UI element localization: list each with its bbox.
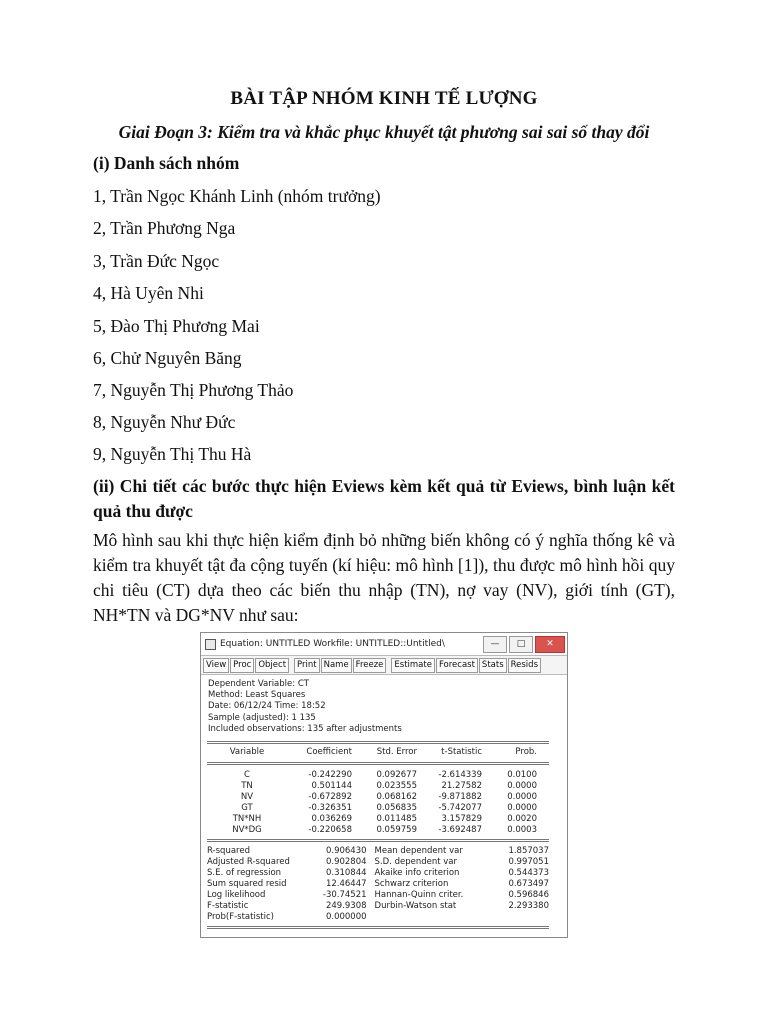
- divider: [207, 741, 549, 744]
- member-item: 3, Trần Đức Ngọc: [93, 251, 220, 271]
- cell: 0.0003: [507, 825, 537, 835]
- stat-label: Log likelihood: [207, 890, 266, 900]
- stat-value: 2.293380: [508, 901, 549, 911]
- stat-label: Mean dependent var: [374, 846, 463, 856]
- table-row: [207, 792, 549, 803]
- stat-label: Hannan-Quinn criter.: [374, 890, 464, 900]
- stats-row: [207, 868, 549, 879]
- cell: 0.501144: [311, 781, 352, 791]
- stat-value: 0.000000: [325, 912, 367, 922]
- member-item: 6, Chử Nguyên Băng: [93, 348, 242, 368]
- cell: 0.056835: [376, 803, 417, 813]
- member-item: 5, Đào Thị Phương Mai: [93, 316, 260, 336]
- freeze-button[interactable]: Freeze: [353, 658, 387, 673]
- document-title: BÀI TẬP NHÓM KINH TẾ LƯỢNG: [230, 88, 538, 109]
- window-titlebar[interactable]: [201, 633, 567, 655]
- cell: TN*NH: [232, 814, 262, 824]
- proc-button[interactable]: Proc: [230, 658, 254, 673]
- cell: GT: [241, 803, 253, 813]
- cell: 0.0000: [507, 792, 537, 802]
- stat-value: 12.46447: [325, 879, 367, 889]
- stat-label: F-statistic: [207, 901, 249, 911]
- member-item: 7, Nguyễn Thị Phương Thảo: [93, 380, 294, 400]
- name-button[interactable]: Name: [321, 658, 352, 673]
- cell: 21.27582: [441, 781, 482, 791]
- cell: -0.220658: [308, 825, 352, 835]
- view-button[interactable]: View: [203, 658, 229, 673]
- stat-value: 0.906430: [325, 846, 367, 856]
- cell: 0.092677: [376, 770, 417, 780]
- meta-line: Sample (adjusted): 1 135: [208, 712, 316, 723]
- cell: 0.036269: [311, 814, 352, 824]
- stat-label: S.E. of regression: [207, 868, 282, 878]
- stat-value: 0.997051: [508, 857, 549, 867]
- minimize-button[interactable]: —: [483, 636, 507, 653]
- cell: 3.157829: [441, 814, 482, 824]
- table-row: [207, 825, 549, 836]
- stat-label: Durbin-Watson stat: [374, 901, 457, 911]
- regression-meta: [208, 679, 560, 735]
- eviews-output: [201, 675, 567, 922]
- stat-value: 0.544373: [508, 868, 549, 878]
- stat-value: 0.596846: [508, 890, 549, 900]
- eviews-toolbar: [201, 655, 567, 675]
- table-row: [207, 803, 549, 814]
- cell: 0.0100: [507, 770, 537, 780]
- table-header: [207, 747, 549, 758]
- cell: 0.0000: [507, 803, 537, 813]
- divider: [207, 762, 549, 765]
- meta-line: Dependent Variable: CT: [208, 679, 309, 689]
- stats-row: [207, 890, 549, 901]
- table-row: [207, 814, 549, 825]
- stat-value: -30.74521: [322, 890, 367, 900]
- stat-value: 1.857037: [508, 846, 549, 856]
- stat-label: Prob(F-statistic): [207, 912, 274, 922]
- col-header: Std. Error: [376, 747, 417, 757]
- cell: -0.672892: [308, 792, 352, 802]
- cell: 0.011485: [376, 814, 417, 824]
- cell: -0.326351: [308, 803, 352, 813]
- cell: -3.692487: [438, 825, 482, 835]
- stat-label: Sum squared resid: [207, 879, 287, 889]
- coefficient-table: [207, 741, 549, 929]
- meta-line: Method: Least Squares: [208, 690, 306, 701]
- col-header: Prob.: [515, 747, 537, 757]
- estimate-button[interactable]: Estimate: [391, 658, 435, 673]
- document-subtitle: Giai Đoạn 3: Kiểm tra và khắc phục khuyết tật phương sai sai số thay đổi: [118, 122, 650, 142]
- stat-value: 0.310844: [325, 868, 367, 878]
- stat-value: 249.9308: [325, 901, 367, 911]
- cell: 0.0000: [507, 781, 537, 791]
- maximize-button[interactable]: □: [509, 636, 533, 653]
- stats-row: [207, 846, 549, 857]
- stat-label: R-squared: [207, 846, 250, 856]
- member-item: 4, Hà Uyên Nhi: [93, 283, 204, 303]
- cell: -0.242290: [308, 770, 352, 780]
- col-header: t-Statistic: [441, 747, 482, 757]
- section-2-heading: (ii) Chi tiết các bước thực hiện Eviews kèm kết quả từ Eviews, bình luận kết quả thu được: [93, 476, 675, 521]
- stats-row: [207, 901, 549, 912]
- app-icon: [205, 639, 216, 650]
- table-row: [207, 770, 549, 781]
- stat-label: S.D. dependent var: [374, 857, 457, 867]
- stats-row: [207, 857, 549, 868]
- model-description: Mô hình sau khi thực hiện kiểm định bỏ những biến không có ý nghĩa thống kê và kiểm tra khuyết tật đa cộng tuyến (kí hiệu: mô hình [1]), thu được mô hình hồi quy chi tiêu (CT) dựa theo các biến thu nhập (TN), nợ vay (NV), giới tính (GT), NH*TN và DG*NV như sau:: [93, 530, 675, 625]
- stats-row: [207, 879, 549, 890]
- cell: TN: [241, 781, 253, 791]
- cell: 0.0020: [507, 814, 537, 824]
- stats-button[interactable]: Stats: [479, 658, 507, 673]
- close-button[interactable]: ✕: [535, 636, 565, 653]
- cell: NV*DG: [232, 825, 262, 835]
- cell: NV: [240, 792, 254, 802]
- meta-line: Included observations: 135 after adjustments: [208, 723, 402, 734]
- meta-line: Date: 06/12/24 Time: 18:52: [208, 701, 326, 712]
- cell: C: [244, 770, 250, 780]
- print-button[interactable]: Print: [294, 658, 320, 673]
- cell: -2.614339: [438, 770, 482, 780]
- cell: 0.059759: [376, 825, 417, 835]
- resids-button[interactable]: Resids: [508, 658, 541, 673]
- stat-value: 0.902804: [325, 857, 367, 867]
- member-item: 8, Nguyễn Như Đức: [93, 412, 236, 432]
- stat-label: [367, 912, 495, 923]
- object-button[interactable]: Object: [255, 658, 289, 673]
- col-header: Coefficient: [306, 747, 352, 757]
- stat-value: 0.673497: [508, 879, 549, 889]
- cell: -9.871882: [438, 792, 482, 802]
- col-header: Variable: [229, 747, 265, 757]
- section-1-heading: (i) Danh sách nhóm: [93, 153, 240, 173]
- member-item: 2, Trần Phương Nga: [93, 218, 236, 238]
- divider: [207, 839, 549, 842]
- table-row: [207, 781, 549, 792]
- stat-label: Schwarz criterion: [374, 879, 449, 889]
- divider: [207, 926, 549, 929]
- forecast-button[interactable]: Forecast: [436, 658, 478, 673]
- member-item: 9, Nguyễn Thị Thu Hà: [93, 444, 252, 464]
- cell: -5.742077: [438, 803, 482, 813]
- stat-label: Akaike info criterion: [374, 868, 460, 878]
- stats-row: [207, 912, 549, 923]
- stat-label: Adjusted R-squared: [207, 857, 290, 867]
- eviews-equation-window: [200, 632, 568, 938]
- cell: 0.023555: [376, 781, 417, 791]
- member-item: 1, Trần Ngọc Khánh Linh (nhóm trưởng): [93, 186, 381, 206]
- cell: 0.068162: [376, 792, 417, 802]
- stat-value: [494, 912, 549, 923]
- window-title: Equation: UNTITLED Workfile: UNTITLED::Untitled\: [220, 639, 445, 649]
